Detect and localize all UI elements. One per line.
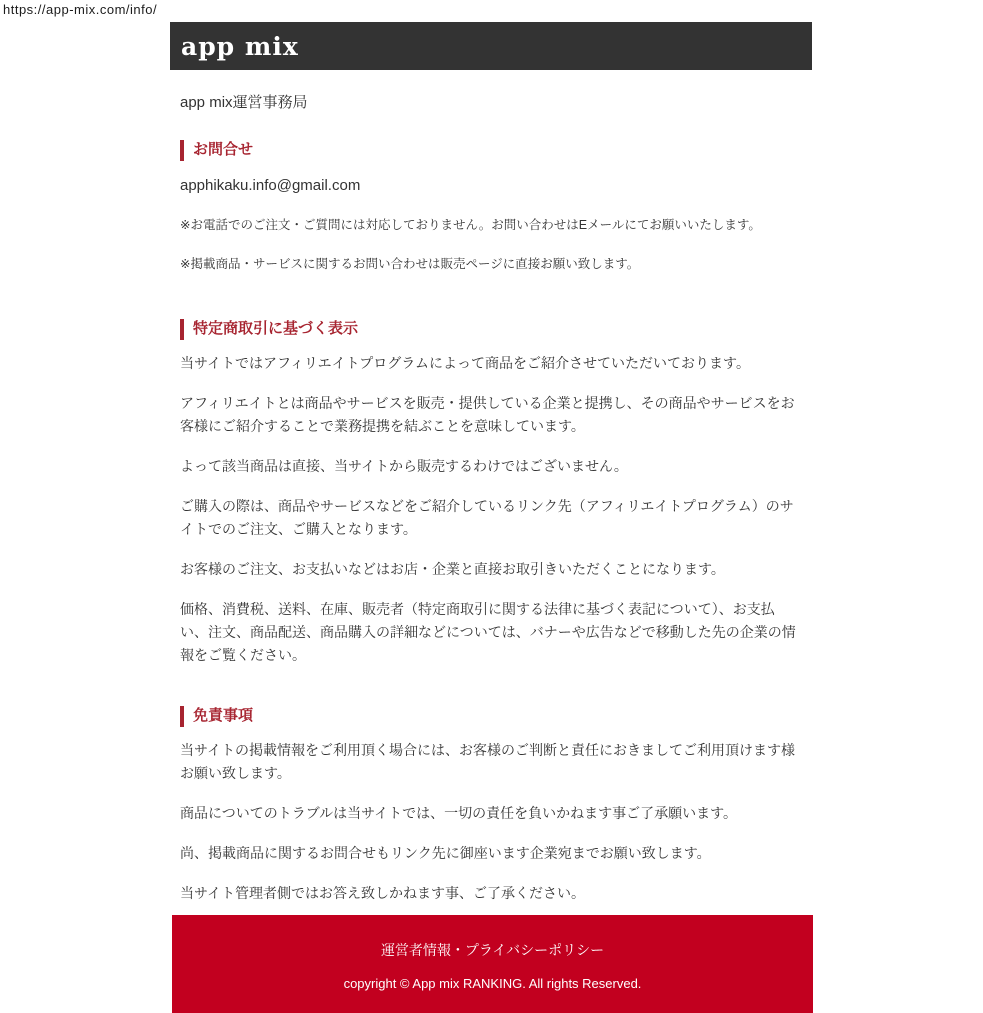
contact-heading-label: お問合せ [193,141,254,158]
section-contact [170,139,812,272]
sct-paragraph: よって該当商品は直接、当サイトから販売するわけではございません。 [180,458,628,474]
sct-heading-label: 特定商取引に基づく表示 [193,320,359,337]
site-footer [172,915,813,1013]
sct-paragraph: 当サイトではアフィリエイトプログラムによって商品をご紹介させていただいております。 [180,355,750,371]
contact-note-phone: ※お電話でのご注文・ご質問には対応しておりません。お問い合わせはEメールにてお願いいたします。 [180,218,761,232]
heading-accent-bar [180,140,184,161]
sct-paragraph: アフィリエイトとは商品やサービスを販売・提供している企業と提携し、その商品やサービスをお客様にご紹介することで業務提携を結ぶことを意味しています。 [180,395,795,434]
footer-copyright-text: copyright © App mix RANKING. All rights Reserved. [343,976,642,991]
section-disclaimer [170,705,812,905]
sct-section-heading [180,318,812,340]
page-url-text: https://app-mix.com/info/ [3,2,158,17]
heading-accent-bar [180,319,184,340]
disclaimer-section-heading [180,705,812,727]
disclaimer-paragraph: 尚、掲載商品に関するお問合せもリンク先に御座います企業宛までお願い致します。 [180,845,711,861]
disclaimer-paragraph: 商品についてのトラブルは当サイトでは、一切の責任を負いかねます事ご了承願います。 [180,805,738,821]
disclaimer-paragraph: 当サイトの掲載情報をご利用頂く場合には、お客様のご判断と責任におきましてご利用頂けます様お願い致します。 [180,742,796,781]
sct-paragraph: 価格、消費税、送料、在庫、販売者（特定商取引に関する法律に基づく表記について）、お支払い、注文、商品配送、商品購入の詳細などについては、バナーや広告などで移動した先の企業の情報をご覧ください。 [180,601,796,663]
contact-note-products: ※掲載商品・サービスに関するお問い合わせは販売ページに直接お願い致します。 [180,257,640,271]
disclaimer-heading-label: 免責事項 [193,707,254,724]
footer-privacy-policy-link[interactable]: 運営者情報・プライバシーポリシー [380,942,605,958]
contact-email: apphikaku.info@gmail.com [180,177,361,194]
section-specified-commercial-transactions [170,318,812,667]
heading-accent-bar [180,706,184,727]
content-column [170,0,812,905]
contact-section-heading [180,139,812,161]
office-name-text: app mix運営事務局 [180,94,308,111]
sct-paragraph: ご購入の際は、商品やサービスなどをご紹介しているリンク先（アフィリエイトプログラム）のサイトでのご注文、ご購入となります。 [180,498,794,537]
sct-paragraph: お客様のご注文、お支払いなどはお店・企業と直接お取引きいただくことになります。 [180,561,725,577]
disclaimer-paragraph: 当サイト管理者側ではお答え致しかねます事、ご了承ください。 [180,885,586,901]
site-header-bar [170,22,812,70]
site-logo-title[interactable]: app mix [181,31,299,61]
